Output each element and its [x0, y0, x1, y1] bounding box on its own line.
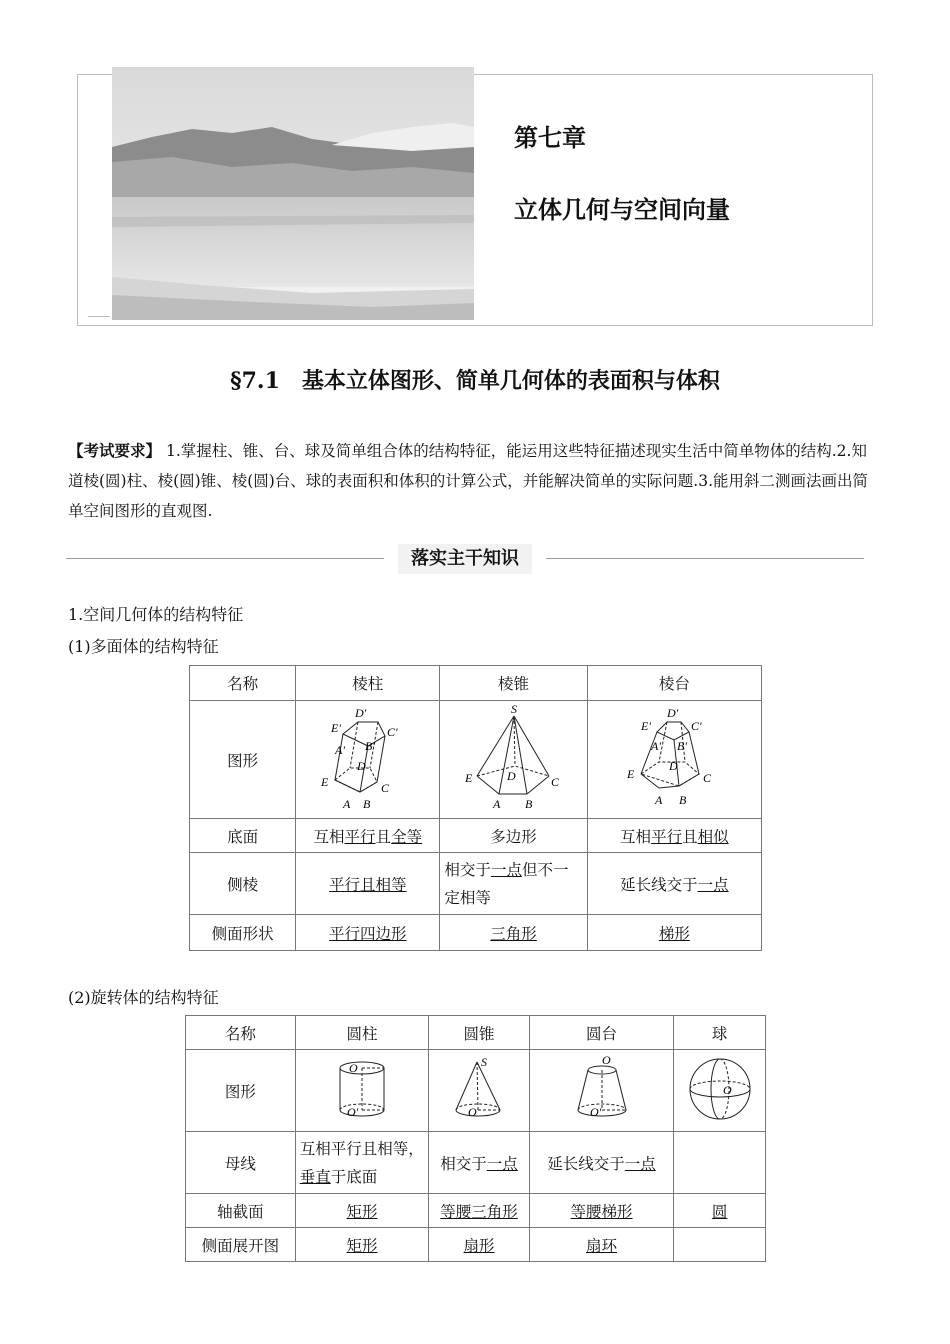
svg-text:D': D' [667, 705, 679, 720]
divider-line-left [66, 558, 384, 559]
svg-text:O: O [601, 1053, 611, 1067]
cone-generatrix: 相交于一点 [429, 1132, 529, 1194]
chapter-title: 立体几何与空间向量 [514, 195, 730, 224]
row-label-generatrix: 母线 [186, 1132, 296, 1194]
polyhedra-table [189, 665, 762, 951]
sphere-generatrix [674, 1132, 766, 1194]
header-name: 名称 [186, 1016, 296, 1050]
prism-edge: 平行且相等 [296, 853, 440, 915]
cone-axial: 等腰三角形 [429, 1194, 529, 1228]
requirements-text: 1.掌握柱、锥、台、球及简单组合体的结构特征，能运用这些特征描述现实生活中简单物体的结构.2.知道棱(圆)柱、棱(圆)锥、棱(圆)台、球的表面积和体积的计算公式，并能解决简单的实际问题.3.能用斜二测画法画出简单空间图形的直观图. [68, 442, 869, 520]
svg-text:B': B' [677, 738, 688, 753]
svg-text:B: B [679, 792, 687, 807]
row-label-base: 底面 [190, 819, 296, 853]
cylinder-unfold: 矩形 [295, 1228, 429, 1262]
requirements-label: 【考试要求】 [68, 441, 162, 460]
svg-text:C: C [550, 774, 559, 789]
svg-text:C': C' [691, 718, 702, 733]
svg-text:C': C' [386, 724, 398, 739]
svg-text:E': E' [641, 718, 652, 733]
sphere-axial: 圆 [674, 1194, 766, 1228]
pyramid-edge: 相交于一点但不一定相等 [440, 853, 587, 915]
frustum-unfold: 扇环 [529, 1228, 674, 1262]
rotation-table [185, 1015, 766, 1262]
row-label-axial: 轴截面 [186, 1194, 296, 1228]
svg-text:A: A [342, 796, 351, 811]
pyramid-figure [440, 701, 587, 819]
svg-text:E': E' [330, 720, 341, 735]
svg-text:O: O [349, 1060, 358, 1075]
svg-text:E: E [464, 770, 472, 785]
cylinder-axial: 矩形 [295, 1194, 429, 1228]
header-frustum: 棱台 [587, 666, 761, 701]
svg-text:D': D' [354, 705, 367, 720]
sphere-unfold [674, 1228, 766, 1262]
frustum-figure [587, 701, 761, 819]
row-label-face: 侧面形状 [190, 915, 296, 951]
frustum-base: 互相平行且相似 [587, 819, 761, 853]
banner-decor-line [88, 316, 110, 317]
exam-requirements [68, 436, 880, 526]
svg-text:O: O [722, 1082, 732, 1097]
cone-unfold: 扇形 [429, 1228, 529, 1262]
svg-text:O': O' [347, 1104, 359, 1119]
svg-text:A': A' [651, 738, 662, 753]
frustum-face: 梯形 [587, 915, 761, 951]
divider-line-right [546, 558, 864, 559]
heading-rotation: (2)旋转体的结构特征 [68, 988, 219, 1007]
header-pyramid: 棱锥 [440, 666, 587, 701]
svg-text:O': O' [589, 1104, 601, 1119]
row-label-figure: 图形 [190, 701, 296, 819]
svg-text:A: A [655, 792, 663, 807]
svg-text:C: C [380, 780, 389, 795]
cylinder-generatrix: 互相平行且相等，垂直于底面 [295, 1132, 429, 1194]
svg-text:B: B [362, 796, 371, 811]
svg-text:E: E [320, 774, 329, 789]
svg-text:D: D [669, 758, 678, 773]
frustum-axial: 等腰梯形 [529, 1194, 674, 1228]
header-cone-frustum: 圆台 [529, 1016, 674, 1050]
header-prism: 棱柱 [296, 666, 440, 701]
sphere-figure [674, 1050, 766, 1132]
cylinder-figure [295, 1050, 429, 1132]
svg-text:D: D [356, 758, 366, 773]
row-label-figure: 图形 [186, 1050, 296, 1132]
header-name: 名称 [190, 666, 296, 701]
svg-text:O: O [468, 1104, 477, 1119]
pyramid-base: 多边形 [440, 819, 587, 853]
row-label-edge: 侧棱 [190, 853, 296, 915]
cone-frustum-figure [529, 1050, 674, 1132]
landscape-photo [112, 67, 474, 320]
svg-text:C: C [703, 770, 712, 785]
heading-structure: 1.空间几何体的结构特征 [68, 605, 244, 624]
svg-text:B': B' [364, 738, 375, 753]
cone-figure [429, 1050, 529, 1132]
prism-face: 平行四边形 [296, 915, 440, 951]
heading-polyhedra: (1)多面体的结构特征 [68, 637, 219, 656]
header-cylinder: 圆柱 [295, 1016, 429, 1050]
svg-text:S: S [481, 1054, 488, 1069]
prism-figure [296, 701, 440, 819]
header-cone: 圆锥 [429, 1016, 529, 1050]
header-sphere: 球 [674, 1016, 766, 1050]
svg-text:D: D [506, 768, 516, 783]
chapter-number: 第七章 [514, 123, 586, 152]
svg-text:E: E [627, 766, 635, 781]
svg-text:B: B [524, 796, 532, 811]
svg-text:A': A' [334, 742, 345, 757]
banner-decor-line [88, 74, 110, 75]
frustum-generatrix: 延长线交于一点 [529, 1132, 674, 1194]
pyramid-face: 三角形 [440, 915, 587, 951]
svg-text:A: A [492, 796, 500, 811]
section-title: §7.1 基本立体图形、简单几何体的表面积与体积 [230, 368, 720, 394]
divider-label: 落实主干知识 [398, 544, 532, 574]
frustum-edge: 延长线交于一点 [587, 853, 761, 915]
row-label-unfold: 侧面展开图 [186, 1228, 296, 1262]
prism-base: 互相平行且全等 [296, 819, 440, 853]
section-divider [66, 544, 864, 574]
svg-text:S: S [510, 703, 517, 716]
